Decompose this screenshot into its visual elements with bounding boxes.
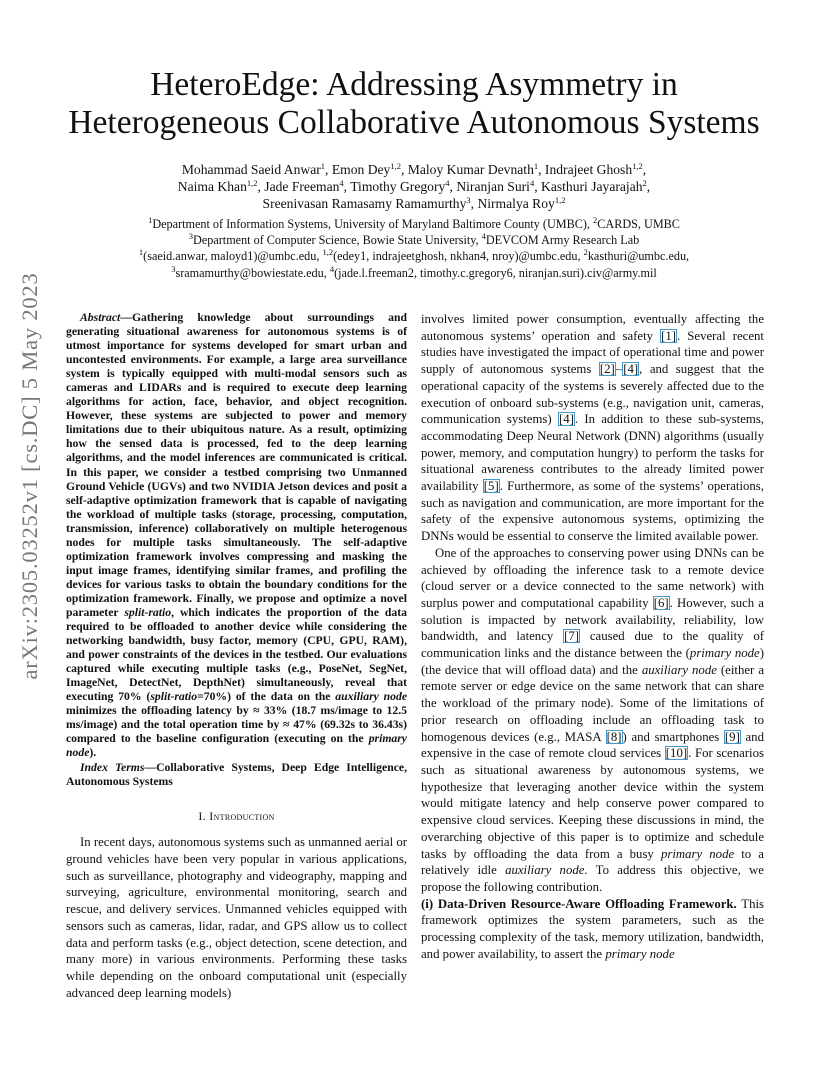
email-line-1: $^1$(saeid.anwar, maloyd1)@umbc.edu, $^{1,2}$(edey1, indrajeetghosh, nkhan4, nroy)@umbc.edu, $^2$kasthuri@umbc.edu, bbox=[138, 247, 690, 264]
section-heading bbox=[66, 808, 407, 825]
author-name: Timothy Gregory bbox=[350, 179, 446, 195]
author-affil-mark: 1,2 bbox=[246, 178, 258, 189]
citation-link[interactable]: [6] bbox=[653, 595, 669, 610]
author-name: Niranjan Suri bbox=[456, 179, 530, 195]
intro-paragraph-2: One of the approaches to conserving power using DNNs can be achieved by offloading the inference task to a remote device (cloud server or a device connected to the same network) with surplus power and computational capability [6]. However, such a solution is impacted by network availability, reliability, low bandwidth, and latency [7] caused due to the quality of communication links and the distance between the (primary node) (the device that will offload data) and the auxiliary node (either a remote server or edge device on the same network that can share the workload of the primary node). Some of the limitations of prior research on offloading include an offloading task to homogenous devices (e.g., MASA [8]) and smartphones [9] and expensive in the case of remote cloud services [10]. For scenarios such as situational awareness by autonomous systems, we hypothesize that leveraging another device within the system would mitigate latency and help conserve power compared to expensive cloud services. Keeping these discussions in mind, the overarching objective of this paper is to optimize and schedule tasks by offloading the data from a busy primary node to a relatively idle auxiliary node. To address this objective, we propose the following contribution. bbox=[421, 545, 765, 894]
author-name: Nirmalya Roy bbox=[477, 196, 555, 212]
author-affil-mark: 2 bbox=[642, 178, 647, 189]
affiliations bbox=[60, 216, 768, 281]
author-affil-mark: 1,2 bbox=[390, 161, 401, 171]
contribution-paragraph: (i) Data-Driven Resource-Aware Offloading Framework. This framework optimizes the system parameters, such as the processing complexity of the task, memory utilization, bandwidth, and power availability, to assert the primary node bbox=[421, 896, 764, 961]
author-list bbox=[60, 161, 768, 213]
author-affil-mark: 4 bbox=[445, 178, 450, 189]
section-title: Introduction bbox=[209, 808, 275, 823]
author-name: Maloy Kumar Devnath bbox=[407, 162, 534, 177]
author-name: Sreenivasan Ramasamy Ramamurthy bbox=[262, 196, 467, 212]
author-name: Jade Freeman bbox=[264, 179, 340, 195]
intro-paragraph-1: In recent days, autonomous systems such as unmanned aerial or ground vehicles have been very popular in various applications, such as surveillance, photography and videography, mapping and surveying, agriculture, environmental monitoring, search and rescue, and delivery services. Unmanned vehicles equipped with sensors such as cameras, lidar, radar, and GPS allow us to collect data and perform tasks (e.g., object detection, scene detection, and many more) in various environments. Performing these tasks while depending on the onboard computational unit (especially advanced deep learning models) bbox=[66, 835, 407, 1000]
author-affil-mark: 1,2 bbox=[554, 195, 566, 206]
author-line-1: Mohammad Saeid Anwar$^1$, Emon Dey$^{1,2}$, Maloy Kumar Devnath$^1$, Indrajeet Ghosh$^{1,2}$, bbox=[181, 161, 647, 177]
index-terms: Index Terms—Collaborative Systems, Deep Edge Intelligence, Autonomous Systems bbox=[66, 760, 407, 788]
author-line-2: Naima Khan$^{1,2}$, Jade Freeman$^4$, Timothy Gregory$^4$, Niranjan Suri$^4$, Kasthuri Jayarajah$^2$, bbox=[177, 178, 651, 195]
citation-link[interactable]: [10] bbox=[665, 746, 688, 761]
author-affil-mark: 4 bbox=[339, 178, 344, 189]
citation-link[interactable]: [2] bbox=[599, 362, 615, 377]
author-affil-mark: 4 bbox=[529, 178, 535, 189]
author-affil-mark: 1,2 bbox=[632, 161, 643, 171]
title-line-1: HeteroEdge: Addressing Asymmetry in bbox=[150, 66, 678, 103]
email-line-2: $^3$sramamurthy@bowiestate.edu, $^4$(jade.l.freeman2, timothy.c.gregory6, niranjan.suri).civ@army.mil bbox=[171, 263, 657, 280]
intro-paragraph-1-cont: involves limited power consumption, eventually affecting the autonomous systems’ operation and safety [1]. Several recent studies have investigated the impact of operational time and power supply of autonomous systems [2]–[4], and suggest that the operational capacity of the systems is severely affected due to the execution of onboard sub-systems (e.g., navigation unit, cameras, communication systems) [4]. In addition to these sub-systems, accommodating Deep Neural Network (DNN) algorithms (usually power, memory, and computation hungry) to perform the tasks for situational awareness contributes to the already limited power availability [5]. Furthermore, as some of the systems’ operations, such as navigation and communication, are more important for the safety of the expensive autonomous systems, optimizing the DNNs would be essential to conserve the limited available power. bbox=[421, 312, 765, 544]
affiliation-line-1: $^1$Department of Information Systems, University of Maryland Baltimore County (UMBC), $^2$CARDS, UMBC bbox=[148, 215, 680, 231]
author-affil-mark: 1 bbox=[533, 161, 539, 171]
author-line-3: Sreenivasan Ramasamy Ramamurthy$^3$, Nirmalya Roy$^{1,2}$ bbox=[262, 195, 566, 212]
arxiv-id-text: arXiv:2305.03252v1 [cs.DC] 5 May 2023 bbox=[17, 272, 42, 680]
right-column bbox=[421, 311, 764, 962]
citation-link[interactable]: [4] bbox=[623, 362, 639, 377]
author-name: Naima Khan bbox=[177, 179, 247, 195]
author-name: Kasthuri Jayarajah bbox=[541, 179, 643, 195]
contribution-heading: (i) Data-Driven Resource-Aware Offloading Framework. bbox=[421, 896, 737, 911]
citation-link[interactable]: [5] bbox=[483, 479, 499, 494]
abstract: Abstract—Gathering knowledge about surroundings and generating situational awareness for autonomous systems is of utmost importance for systems developed for smart urban and uncontested environments. For example, a large area surveillance system is typically equipped with multi-modal sensors such as cameras and LIDARs and is required to execute deep learning algorithms for action, face, behavior, and object recognition. However, these systems are subjected to power and memory limitations due to their ubiquitous nature. As a result, optimizing how the sensed data is processed, fed to the deep learning algorithms, and the model inferences are communicated is critical. In this paper, we consider a testbed comprising two Unmanned Ground Vehicle (UGVs) and two NVIDIA Jetson devices and posit a self-adaptive optimization framework that is capable of navigating the workload of multiple tasks (storage, processing, computation, transmission, inference) collaboratively on multiple heterogenous nodes for multiple tasks simultaneously. The self-adaptive optimization framework involves compressing and masking the input image frames, identifying similar frames, and profiling the devices for various tasks to obtain the boundary conditions for the optimization framework. Finally, we propose and optimize a novel parameter split-ratio, which indicates the proportion of the data required to be offloaded to another device while considering the networking bandwidth, busy factor, memory (CPU, GPU, RAM), and power constraints of the devices in the testbed. Our evaluations captured while executing multiple tasks (e.g., PoseNet, SegNet, ImageNet, DetectNet, DepthNet) simultaneously, reveal that executing 70% (split-ratio=70%) of the data on the auxiliary node minimizes the offloading latency by ≈ 33% (18.7 ms/image to 12.5 ms/image) and the total operation time by ≈ 47% (69.32s to 36.43s) compared to the baseline configuration (executing on the primary node). bbox=[66, 311, 408, 760]
citation-link[interactable]: [1] bbox=[661, 328, 677, 343]
paper-title bbox=[60, 66, 768, 142]
author-name: Indrajeet Ghosh bbox=[544, 162, 633, 177]
citation-link[interactable]: [8] bbox=[606, 729, 622, 744]
author-name: Emon Dey bbox=[331, 162, 391, 177]
arxiv-identifier bbox=[10, 272, 50, 680]
affiliation-line-2: $^3$Department of Computer Science, Bowie State University, $^4$DEVCOM Army Research Lab bbox=[188, 231, 640, 248]
citation-link[interactable]: [7] bbox=[564, 629, 580, 644]
author-affil-mark: 3 bbox=[466, 195, 471, 206]
author-affil-mark: 1 bbox=[320, 161, 326, 171]
citation-link[interactable]: [4] bbox=[558, 412, 574, 427]
section-numeral: I. bbox=[198, 808, 206, 823]
citation-link[interactable]: [9] bbox=[724, 729, 740, 744]
left-column bbox=[66, 311, 407, 1001]
abstract-lead: Abstract bbox=[80, 311, 121, 324]
author-name: Mohammad Saeid Anwar bbox=[181, 162, 321, 177]
title-line-2: Heterogeneous Collaborative Autonomous Systems bbox=[68, 104, 760, 141]
